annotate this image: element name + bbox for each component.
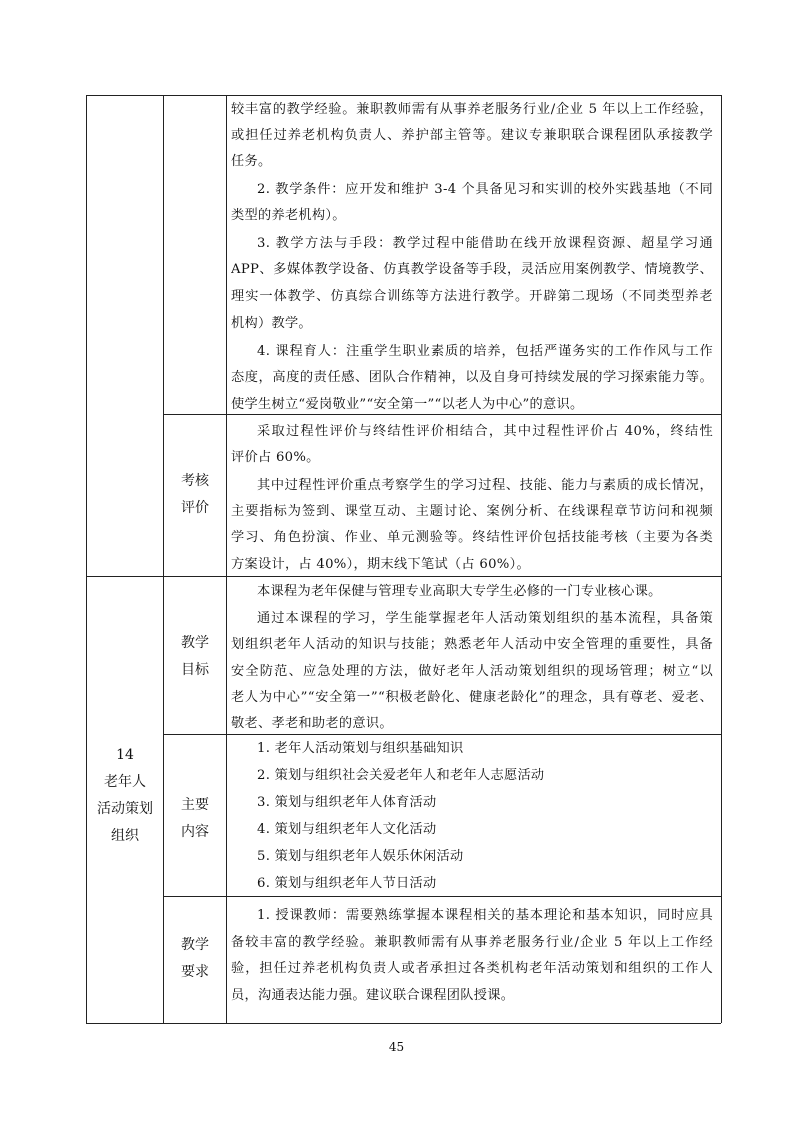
text-line: 较丰富的教学经验。兼职教师需有从事养老服务行业/企业 5 年以上工作经验， bbox=[231, 102, 713, 117]
table-border-left bbox=[86, 95, 87, 1023]
list-item: 6. 策划与组织老年人节日活动 bbox=[257, 876, 437, 891]
table-border-top bbox=[86, 95, 721, 96]
page-number: 45 bbox=[388, 1040, 405, 1054]
text-line: 理实一体教学、仿真综合训练等方法进行教学。开辟第二现场（不同类型养老 bbox=[231, 289, 713, 304]
label-line: 评价 bbox=[181, 500, 209, 516]
label-line: 目标 bbox=[181, 662, 209, 678]
label-line: 考核 bbox=[181, 473, 209, 489]
text-line: 通过本课程的学习，学生能掌握老年人活动策划组织的基本流程，具备策 bbox=[257, 611, 713, 626]
text-line: 主要指标为签到、课堂互动、主题讨论、案例分析、在线课程章节访问和视频 bbox=[231, 504, 713, 519]
text-line: 安全防范、应急处理的方法，做好老年人活动策划组织的现场管理；树立“以 bbox=[231, 664, 713, 679]
list-item: 2. 策划与组织社会关爱老年人和老年人志愿活动 bbox=[257, 768, 545, 783]
text-line: 采取过程性评价与终结性评价相结合，其中过程性评价占 40%，终结性 bbox=[257, 424, 713, 439]
requirements-label bbox=[164, 932, 226, 986]
text-line: 类型的养老机构）。 bbox=[231, 208, 346, 223]
row-divider-requirements bbox=[163, 896, 721, 897]
table-border-bottom bbox=[86, 1023, 721, 1024]
text-line: 机构）教学。 bbox=[231, 316, 312, 331]
text-line: 划组织老年人活动的知识与技能；熟悉老年人活动中安全管理的重要性，具备 bbox=[231, 637, 713, 652]
course-name-line: 组织 bbox=[111, 828, 139, 844]
text-line: 员，沟通表达能力强。建议联合课程团队授课。 bbox=[231, 988, 515, 1003]
text-line: APP、多媒体教学设备、仿真教学设备等手段，灵活应用案例教学、情境教学、 bbox=[231, 262, 713, 277]
text-line: 学习、角色扮演、作业、单元测验等。终结性评价包括技能考核（主要为各类 bbox=[231, 530, 713, 545]
course-number: 14 bbox=[116, 747, 134, 763]
table-border-col2 bbox=[226, 95, 227, 1023]
row-divider-content bbox=[163, 734, 721, 735]
label-line: 内容 bbox=[181, 824, 209, 840]
assessment-label bbox=[164, 468, 226, 522]
content-label bbox=[164, 792, 226, 846]
label-line: 要求 bbox=[181, 964, 209, 980]
text-line: 验，担任过养老机构负责人或者承担过各类机构老年活动策划和组织的工作人 bbox=[231, 961, 713, 976]
list-item: 5. 策划与组织老年人娱乐休闲活动 bbox=[257, 849, 464, 864]
label-line: 教学 bbox=[181, 937, 209, 953]
row-divider-course bbox=[86, 576, 721, 577]
text-line: 2. 教学条件：应开发和维护 3-4 个具备见习和实训的校外实践基地（不同 bbox=[257, 182, 713, 197]
table-border-right bbox=[721, 95, 722, 1023]
course-name-line: 活动策划 bbox=[97, 801, 153, 817]
text-line: 其中过程性评价重点考察学生的学习过程、技能、能力与素质的成长情况， bbox=[257, 478, 713, 493]
text-line: 评价占 60%。 bbox=[231, 450, 320, 465]
label-line: 主要 bbox=[181, 797, 209, 813]
objectives-label bbox=[164, 630, 226, 684]
text-line: 使学生树立“爱岗敬业”“安全第一”“以老人为中心”的意识。 bbox=[231, 397, 584, 412]
text-line: 敬老、孝老和助老的意识。 bbox=[231, 716, 393, 731]
text-line: 老人为中心”“安全第一”“积极老龄化、健康老龄化”的理念，具有尊老、爱老、 bbox=[231, 690, 713, 705]
list-item: 1. 老年人活动策划与组织基础知识 bbox=[257, 741, 464, 756]
text-line: 3. 教学方法与手段：教学过程中能借助在线开放课程资源、超星学习通 bbox=[257, 236, 713, 251]
text-line: 态度，高度的责任感、团队合作精神，以及自身可持续发展的学习探索能力等。 bbox=[231, 370, 713, 385]
text-line: 4. 课程育人：注重学生职业素质的培养，包括严谨务实的工作作风与工作 bbox=[257, 344, 713, 359]
text-line: 方案设计，占 40%），期末线下笔试（占 60%）。 bbox=[231, 557, 530, 572]
text-line: 任务。 bbox=[231, 154, 272, 169]
label-line: 教学 bbox=[181, 635, 209, 651]
text-line: 或担任过养老机构负责人、养护部主管等。建议专兼职联合课程团队承接教学 bbox=[231, 128, 713, 143]
text-line: 本课程为老年保健与管理专业高职大专学生必修的一门专业核心课。 bbox=[257, 584, 662, 599]
table-border-col1 bbox=[163, 95, 164, 1023]
text-line: 备较丰富的教学经验。兼职教师需有从事养老服务行业/企业 5 年以上工作经 bbox=[231, 935, 713, 950]
list-item: 3. 策划与组织老年人体育活动 bbox=[257, 795, 437, 810]
list-item: 4. 策划与组织老年人文化活动 bbox=[257, 822, 437, 837]
course-name-cell bbox=[87, 742, 163, 850]
course-name-line: 老年人 bbox=[104, 774, 146, 790]
text-line: 1. 授课教师：需要熟练掌握本课程相关的基本理论和基本知识，同时应具 bbox=[257, 908, 713, 923]
